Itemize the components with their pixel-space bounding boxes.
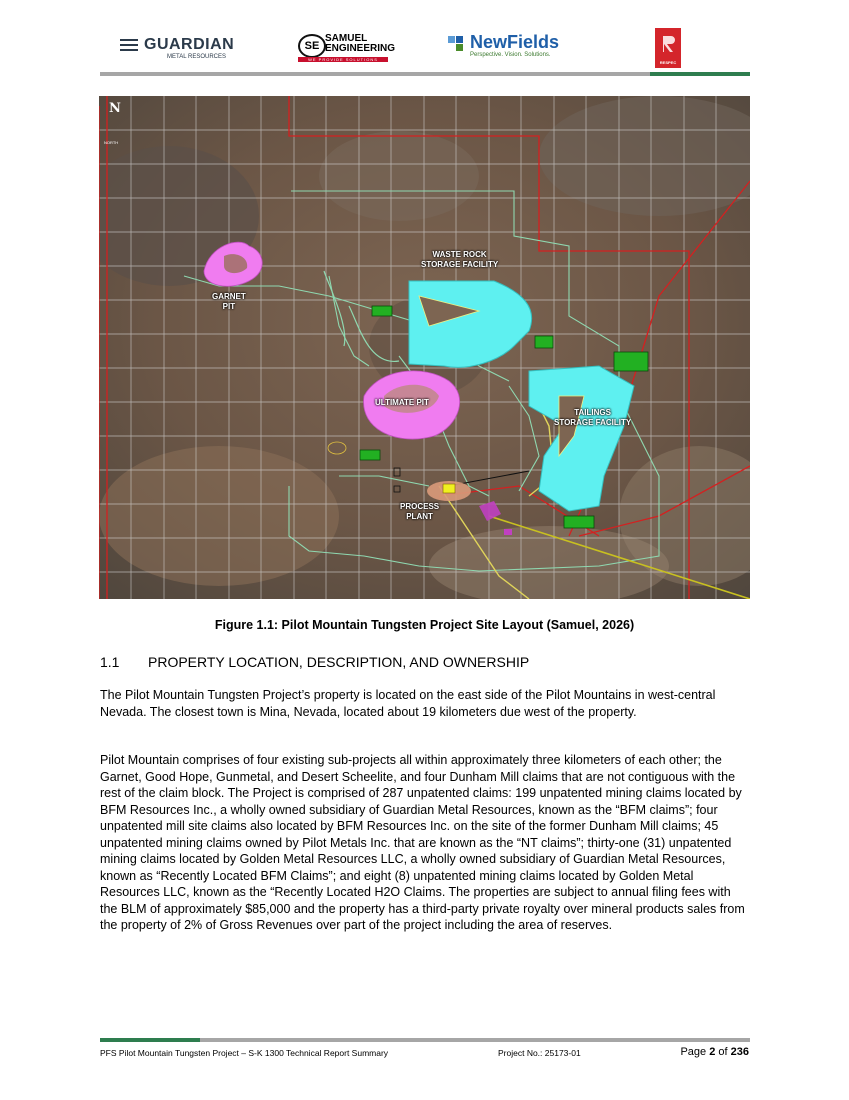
- samuel-tagline: WE PROVIDE SOLUTIONS: [298, 57, 388, 62]
- waste-rock-label: [421, 250, 498, 270]
- waste-rock-label-line2: STORAGE FACILITY: [421, 260, 499, 269]
- header-rule-gray: [100, 72, 650, 76]
- newfields-square-icon: [456, 44, 463, 51]
- guardian-bars-icon: [120, 39, 138, 51]
- footer-report-title: PFS Pilot Mountain Tungsten Project – S-K 1300 Technical Report Summary: [100, 1048, 389, 1058]
- samuel-engineering-logo: [298, 33, 396, 64]
- north-letter: N: [109, 101, 121, 116]
- waste-rock-label-line1: WASTE ROCK: [432, 250, 487, 259]
- north-word: NORTH: [104, 140, 119, 145]
- section-number: 1.1: [100, 654, 120, 670]
- tailings-label-line1: TAILINGS: [574, 408, 611, 417]
- process-plant-label: [400, 502, 439, 522]
- page-header: [100, 28, 750, 72]
- se-mark: SE: [298, 34, 326, 58]
- section-heading: [100, 654, 529, 670]
- process-plant-label-line1: PROCESS: [400, 502, 440, 511]
- respec-mark-icon: [655, 28, 681, 58]
- footer-project-number: Project No.: 25173-01: [498, 1048, 581, 1058]
- respec-logo: [655, 28, 681, 68]
- site-layout-map-image: [99, 96, 750, 599]
- guardian-logo-name: GUARDIAN: [144, 36, 235, 53]
- samuel-line1: SAMUEL: [325, 33, 368, 44]
- header-rule-green: [650, 72, 750, 76]
- garnet-pit-label-line2: PIT: [222, 302, 236, 311]
- ultimate-pit-label: ULTIMATE PIT: [375, 398, 429, 407]
- page-current: 2: [709, 1046, 716, 1058]
- footer-rule-green: [100, 1038, 200, 1042]
- tailings-label: [554, 408, 631, 428]
- site-layout-map: [99, 96, 750, 599]
- garnet-pit-label-line1: GARNET: [212, 292, 246, 301]
- newfields-square-icon: [456, 36, 463, 43]
- paragraph: The Pilot Mountain Tungsten Project’s property is located on the east side of the Pilot Mountains in west-central Nevada. The closest town is Mina, Nevada, located about 19 kilometers due west of the property.: [100, 688, 716, 719]
- guardian-logo-subtitle: METAL RESOURCES: [167, 54, 227, 60]
- newfields-tagline: Perspective. Vision. Solutions.: [470, 52, 551, 58]
- newfields-name: NewFields: [470, 32, 560, 52]
- footer-rule-gray: [200, 1038, 750, 1042]
- paragraph: Pilot Mountain comprises of four existing sub-projects all within approximately three kilometers of each other; the Garnet, Good Hope, Gunmetal, and Desert Scheelite, and four Dunham Mill claims that are not contiguous with the rest of the claim block. The Project is comprised of 287 unpatented claims: 199 unpatented mining claims located by BFM Resources Inc., a wholly owned subsidiary of Guardian Metal Resources, known as the “BFM claims”; four unpatented mill site claims also located by BFM Resources Inc. on the site of the former Dunham Mill claims; 45 unpatented mining claims owned by Pilot Metals Inc. that are known as the “NT claims”; thirty-one (31) unpatented mining claims located by Golden Metal Resources LLC, a wholly owned subsidiary of Guardian Metal Resources, known as “Recently Located BFM Claims”; and eight (8) unpatented mining claims located by Golden Metal Resources LLC, known as the “Recently Located H2O Claims. The properties are subject to annual filing fees with the BLM of approximately $85,000 and the property has a third-party private royalty over mineral products sales from the property of 2% of Gross Revenues over part of the project including the area of reserves.: [100, 753, 745, 932]
- page-word: Page: [680, 1046, 707, 1058]
- process-plant-label-line2: PLANT: [406, 512, 433, 521]
- of-word: of: [718, 1046, 728, 1058]
- respec-name: RESPEC: [659, 60, 677, 65]
- newfields-square-icon: [448, 36, 455, 43]
- figure-caption: Figure 1.1: Pilot Mountain Tungsten Project Site Layout (Samuel, 2026): [214, 618, 635, 632]
- garnet-pit-label: [212, 292, 246, 312]
- footer-page-number: [680, 1046, 749, 1058]
- north-arrow-icon: [101, 98, 127, 146]
- samuel-line2: ENGINEERING: [325, 43, 396, 54]
- section-title: PROPERTY LOCATION, DESCRIPTION, AND OWNERSHIP: [148, 654, 530, 670]
- tailings-label-line2: STORAGE FACILITY: [554, 418, 632, 427]
- page-total: 236: [730, 1046, 749, 1058]
